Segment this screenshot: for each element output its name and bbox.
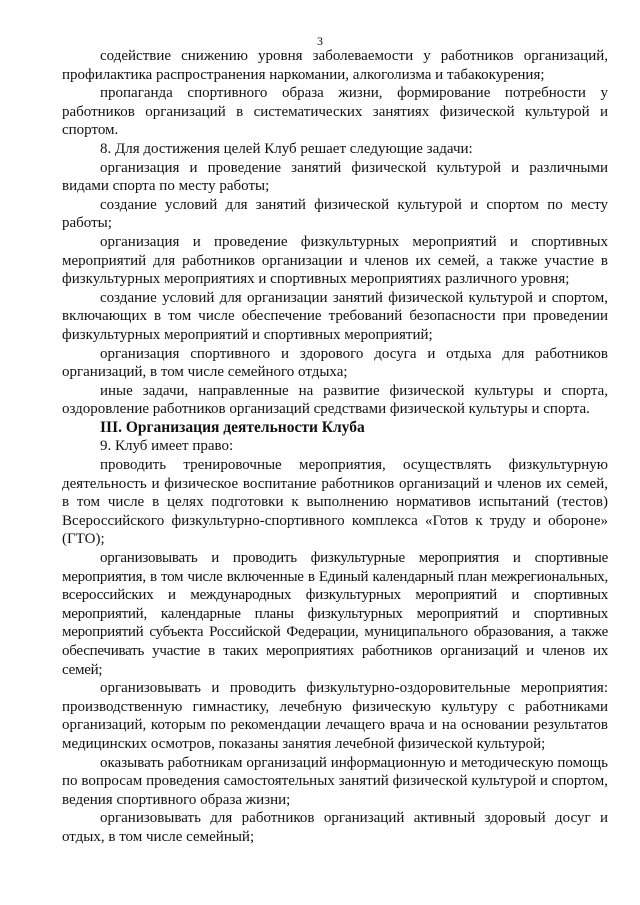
paragraph: организация и проведение физкультурных мероприятий и спортивных мероприятий для работников организации и членов их семей, а также участие в физкультурных мероприятиях и спортивных мероприятиях различного уровня; <box>62 233 608 288</box>
paragraph: 9. Клуб имеет право: <box>100 438 234 455</box>
paragraph: организация и проведение занятий физической культурой и различными видами спорта по месту работы; <box>62 159 608 195</box>
section-heading: III. Организация деятельности Клуба <box>100 418 365 436</box>
paragraph: организовывать и проводить физкультурные мероприятия и спортивные мероприятия, в том числе включенные в Единый календарный план межрегиональных, всероссийских и международных физкультурных мероприятий и спортивных мероприятий, календарные планы физкультурных мероприятий и спортивных мероприятий субъекта Российской Федерации, муниципального образования, а также обеспечивать участие в таких мероприятиях работников организаций и членов их семей; <box>62 550 608 678</box>
paragraph: организовывать и проводить физкультурно-оздоровительные мероприятия: производственную гимнастику, лечебную физическую культуру с работниками организаций, которым по рекомендации лечащего врача и на основании результатов медицинских осмотров, показаны занятия лечебной физической культурой; <box>62 680 608 752</box>
paragraph: 8. Для достижения целей Клуб решает следующие задачи: <box>100 140 473 157</box>
paragraph: создание условий для занятий физической культурой и спортом по месту работы; <box>62 196 608 232</box>
paragraph: организация спортивного и здорового досуга и отдыха для работников организаций, в том числе семейного отдыха; <box>62 345 608 381</box>
paragraph: иные задачи, направленные на развитие физической культуры и спорта, оздоровление работников организаций средствами физической культуры и спорта. <box>62 382 608 418</box>
paragraph: создание условий для организации занятий физической культурой и спортом, включающих в том числе обеспечение требований безопасности при проведении физкультурных мероприятий и спортивных мероприятий; <box>62 289 608 343</box>
paragraph: содействие снижению уровня заболеваемости у работников организаций, профилактика распространения наркомании, алкоголизма и табакокурения; <box>62 48 608 83</box>
document-body <box>62 47 608 847</box>
paragraph: пропаганда спортивного образа жизни, формирование потребности у работников организаций в систематических занятиях физической культурой и спортом. <box>62 85 608 139</box>
paragraph: проводить тренировочные мероприятия, осуществлять физкультурную деятельность и физическое воспитание работников организаций и членов их семей, в том числе в целях подготовки к выполнению нормативов испытаний (тестов) Всероссийского физкультурно-спортивного комплекса «Готов к труду и обороне» (ГТО); <box>62 457 608 548</box>
page-number: 3 <box>317 34 323 48</box>
paragraph: организовывать для работников организаций активный здоровый досуг и отдых, в том числе семейный; <box>62 810 608 845</box>
paragraph: оказывать работникам организаций информационную и методическую помощь по вопросам проведения самостоятельных занятий физической культурой и спортом, ведения спортивного образа жизни; <box>62 754 608 808</box>
